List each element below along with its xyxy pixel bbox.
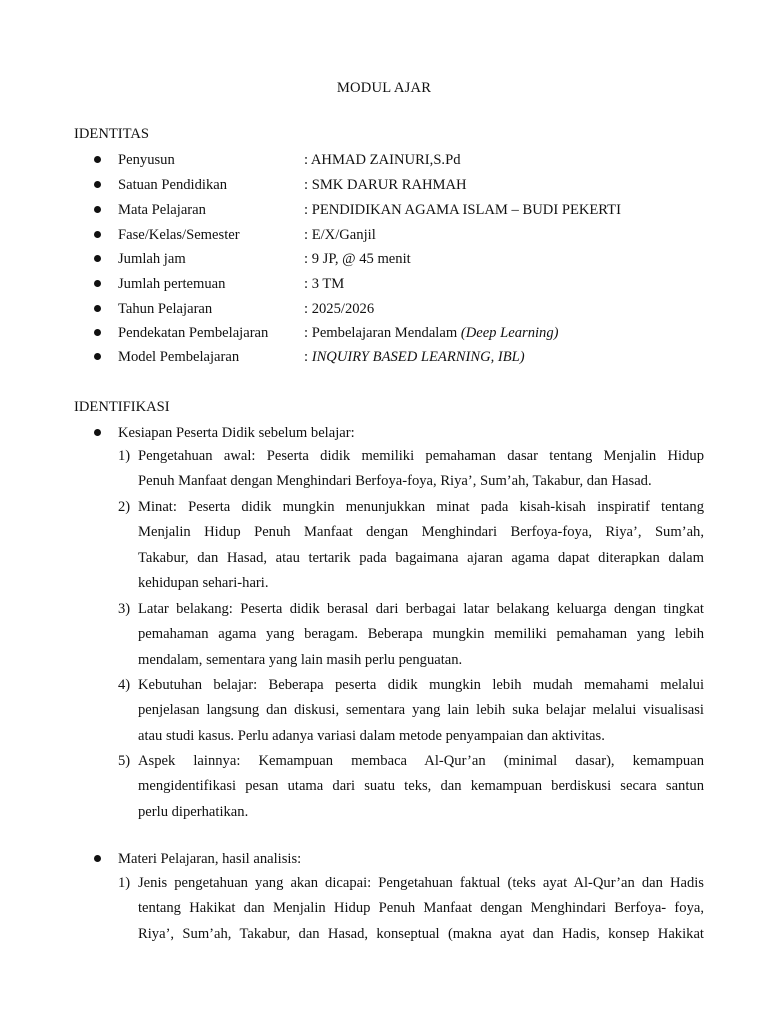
item-line: penjelasan langsung dan diskusi, sementara yang lain lebih suka belajar melalui visualisasi: [138, 702, 704, 719]
bullet-icon: [94, 353, 101, 360]
identitas-value: : AHMAD ZAINURI,S.Pd: [304, 152, 461, 168]
section-heading-identifikasi: IDENTIFIKASI: [74, 399, 170, 415]
bullet-icon: [94, 181, 101, 188]
identitas-label: Jumlah jam: [118, 251, 186, 267]
kesiapan-item: [118, 749, 704, 825]
bullet-icon: [94, 855, 101, 862]
item-line: Takabur, dan Hasad, atau tertarik pada bagaimana ajaran agama dapat diterapkan dalam: [138, 549, 704, 566]
materi-item: [118, 871, 704, 947]
item-line: pemahaman agama yang beragam. Beberapa mungkin memiliki pemahaman yang lebih: [138, 626, 704, 643]
item-text: [138, 673, 704, 749]
identitas-value-italic: (Deep Learning): [460, 325, 559, 341]
identitas-label: Satuan Pendidikan: [118, 177, 228, 193]
identitas-label: Penyusun: [118, 152, 175, 168]
item-number: 1): [118, 875, 131, 891]
item-text: [138, 749, 704, 825]
identitas-value: : PENDIDIKAN AGAMA ISLAM – BUDI PEKERTI: [304, 202, 621, 218]
item-line: Jenis pengetahuan yang akan dicapai: Pengetahuan faktual (teks ayat Al-Qur’an dan Hadis: [138, 875, 704, 891]
item-line: Kebutuhan belajar: Beberapa peserta didik mungkin lebih mudah memahami melalui: [138, 677, 704, 693]
item-line: Minat: Peserta didik mungkin menunjukkan minat pada kisah-kisah inspiratif tentang: [138, 499, 704, 515]
identitas-label: Jumlah pertemuan: [118, 276, 226, 292]
item-line: mendalam, sementara yang lain masih perlu penguatan.: [138, 651, 463, 668]
item-number: 5): [118, 753, 131, 769]
item-line: Pengetahuan awal: Peserta didik memiliki pemahaman dasar tentang Menjalin Hidup: [138, 448, 704, 464]
bullet-icon: [94, 280, 101, 287]
bullet-kesiapan-label: Kesiapan Peserta Didik sebelum belajar:: [118, 425, 355, 441]
bullet-icon: [94, 305, 101, 312]
kesiapan-item: [118, 673, 704, 749]
item-text: [138, 871, 704, 947]
item-line: perlu diperhatikan.: [138, 803, 249, 820]
identitas-value: : 3 TM: [304, 276, 345, 292]
item-number: 4): [118, 677, 131, 693]
bullet-icon: [94, 156, 101, 163]
item-number: 2): [118, 499, 131, 515]
bullet-icon: [94, 255, 101, 262]
identitas-label: Fase/Kelas/Semester: [118, 227, 240, 243]
identitas-label: Tahun Pelajaran: [118, 301, 213, 317]
identitas-value-italic: INQUIRY BASED LEARNING, IBL): [311, 349, 525, 365]
item-number: 3): [118, 601, 131, 617]
item-line: Latar belakang: Peserta didik berasal dari berbagai latar belakang keluarga dengan tingkat: [138, 601, 704, 617]
identitas-label: Model Pembelajaran: [118, 349, 240, 365]
item-line: tentang Hakikat dan Menjalin Hidup Penuh Manfaat dengan Menghindari Berfoya- foya,: [138, 900, 704, 917]
item-text: [138, 597, 704, 673]
identitas-value: : 2025/2026: [304, 301, 375, 317]
kesiapan-item: [118, 444, 704, 495]
identitas-label: Mata Pelajaran: [118, 202, 206, 218]
bullet-icon: [94, 329, 101, 336]
identitas-value: : 9 JP, @ 45 menit: [304, 251, 411, 267]
item-text: [138, 495, 704, 597]
identitas-value: : SMK DARUR RAHMAH: [304, 177, 467, 193]
item-line: atau studi kasus. Perlu adanya variasi dalam metode penyampaian dan aktivitas.: [138, 727, 605, 744]
bullet-icon: [94, 429, 101, 436]
item-text: [138, 444, 704, 495]
bullet-icon: [94, 206, 101, 213]
document-title: MODUL AJAR: [336, 80, 432, 96]
kesiapan-item: [118, 495, 704, 597]
item-line: Penuh Manfaat dengan Menghindari Berfoya-foya, Riya’, Sum’ah, Takabur, dan Hasad.: [138, 473, 652, 490]
identitas-value: : Pembelajaran Mendalam (Deep Learning): [304, 325, 559, 341]
item-line: Menjalin Hidup Penuh Manfaat dengan Menghindari Berfoya-foya, Riya’, Sum’ah,: [138, 524, 704, 541]
item-number: 1): [118, 448, 131, 464]
kesiapan-item: [118, 597, 704, 673]
item-line: kehidupan sehari-hari.: [138, 575, 269, 592]
identitas-value: : E/X/Ganjil: [304, 227, 376, 243]
identitas-value: : INQUIRY BASED LEARNING, IBL): [304, 349, 525, 365]
item-line: mengidentifikasi pesan utama dari suatu teks, dan kemampuan berdiskusi secara santun: [138, 778, 704, 795]
item-line: Riya’, Sum’ah, Takabur, dan Hasad, konseptual (makna ayat dan Hadis, konsep Hakikat: [138, 925, 704, 942]
identitas-label: Pendekatan Pembelajaran: [118, 325, 269, 341]
section-heading-identitas: IDENTITAS: [74, 126, 150, 142]
item-line: Aspek lainnya: Kemampuan membaca Al-Qur’an (minimal dasar), kemampuan: [138, 753, 704, 769]
bullet-icon: [94, 231, 101, 238]
bullet-materi-label: Materi Pelajaran, hasil analisis:: [118, 851, 302, 867]
